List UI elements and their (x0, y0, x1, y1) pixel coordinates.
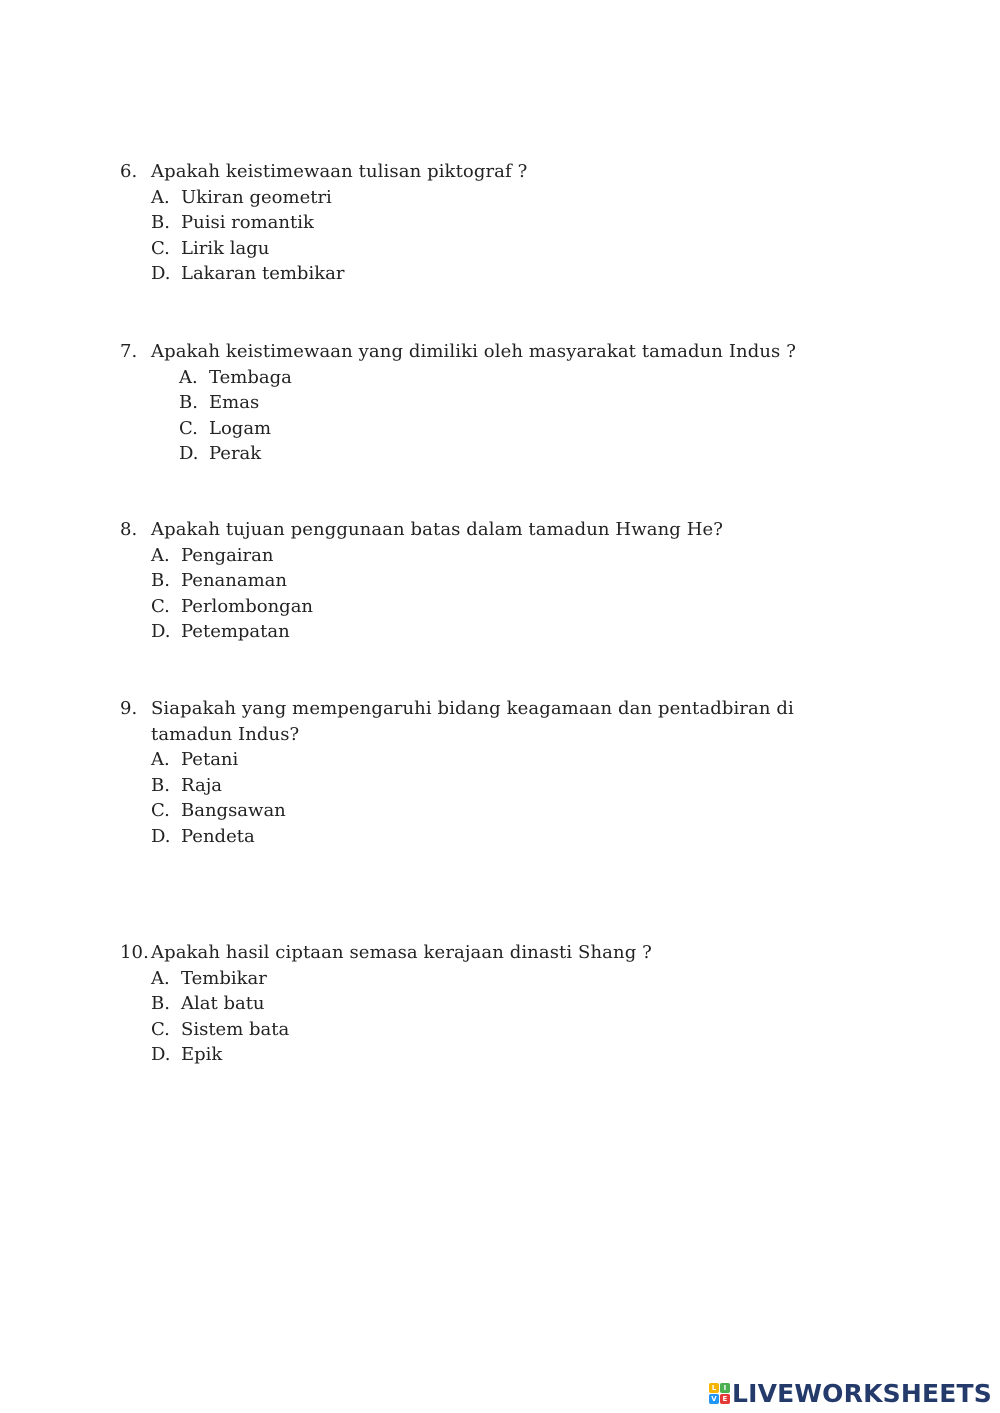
option-letter: A. (151, 186, 170, 208)
option-list (120, 365, 840, 467)
logo-cell-e: E (720, 1394, 730, 1404)
question-7 (120, 339, 840, 467)
option-letter: B. (179, 392, 198, 413)
option-c (120, 236, 840, 262)
option-text: Bangsawan (181, 800, 286, 821)
option-list (120, 185, 840, 287)
question-8 (120, 517, 840, 645)
option-text: Tembikar (181, 967, 267, 989)
option-letter: A. (179, 366, 198, 388)
option-letter: B. (151, 993, 170, 1014)
option-text: Lakaran tembikar (181, 263, 345, 284)
option-a (120, 543, 840, 569)
option-letter: A. (151, 544, 170, 566)
option-b (120, 773, 840, 799)
question-number: 10. (120, 942, 149, 963)
question-10 (120, 940, 840, 1068)
option-text: Lirik lagu (181, 237, 270, 259)
logo-cell-l: L (709, 1383, 719, 1393)
option-d (120, 1042, 840, 1068)
option-letter: A. (151, 749, 170, 770)
option-letter: D. (151, 263, 171, 284)
option-text: Puisi romantik (181, 212, 314, 233)
question-6 (120, 159, 840, 287)
option-list (120, 543, 840, 645)
option-letter: D. (151, 825, 171, 847)
question-9 (120, 696, 840, 849)
option-a (120, 966, 840, 992)
option-text: Penanaman (181, 570, 287, 591)
question-number: 9. (120, 698, 138, 719)
option-letter: B. (151, 570, 170, 591)
option-text: Epik (181, 1044, 223, 1065)
option-text: Pengairan (181, 544, 274, 566)
option-list (120, 747, 840, 849)
option-letter: A. (151, 967, 170, 989)
option-text: Raja (181, 774, 223, 796)
question-number: 7. (120, 341, 138, 362)
option-letter: D. (151, 1044, 171, 1065)
option-a (120, 365, 840, 391)
option-letter: C. (151, 800, 170, 821)
option-a (120, 747, 840, 773)
question-text: Apakah keistimewaan tulisan piktograf ? (151, 161, 528, 182)
option-b (120, 210, 840, 236)
logo-cell-i: I (720, 1383, 730, 1393)
option-text: Perak (209, 443, 262, 464)
logo-text: LIVEWORKSHEETS (731, 1378, 992, 1408)
option-text: Sistem bata (181, 1018, 290, 1040)
option-b (120, 991, 840, 1017)
option-letter: B. (151, 774, 170, 796)
logo-cell-v: V (709, 1394, 719, 1404)
option-letter: C. (151, 595, 170, 617)
option-text: Perlombongan (181, 595, 314, 617)
option-a (120, 185, 840, 211)
option-b (120, 568, 840, 594)
question-text: Apakah keistimewaan yang dimiliki oleh masyarakat tamadun Indus ? (151, 341, 796, 362)
question-text: Apakah tujuan penggunaan batas dalam tamadun Hwang He? (151, 519, 724, 540)
option-text: Tembaga (209, 366, 292, 388)
option-c (120, 416, 840, 442)
option-text: Petempatan (181, 621, 290, 642)
option-text: Ukiran geometri (181, 186, 332, 208)
option-letter: C. (179, 417, 198, 439)
question-text: Apakah hasil ciptaan semasa kerajaan dinasti Shang ? (151, 942, 652, 963)
option-text: Emas (209, 392, 260, 413)
option-letter: D. (151, 621, 171, 642)
option-c (120, 798, 840, 824)
option-text: Alat batu (181, 993, 265, 1014)
option-letter: C. (151, 237, 170, 259)
question-number: 8. (120, 519, 138, 540)
option-c (120, 594, 840, 620)
option-d (120, 441, 840, 467)
question-text: Siapakah yang mempengaruhi bidang keagamaan dan pentadbiran di tamadun Indus? (151, 698, 794, 745)
option-list (120, 966, 840, 1068)
option-letter: D. (179, 443, 199, 464)
option-c (120, 1017, 840, 1043)
option-text: Petani (181, 749, 239, 770)
option-text: Logam (209, 417, 272, 439)
option-d (120, 824, 840, 850)
option-letter: C. (151, 1018, 170, 1040)
option-text: Pendeta (181, 825, 255, 847)
option-d (120, 261, 840, 287)
question-number: 6. (120, 161, 138, 182)
liveworksheets-logo[interactable] (709, 1377, 992, 1409)
option-b (120, 390, 840, 416)
logo-icon (709, 1383, 730, 1404)
option-d (120, 619, 840, 645)
option-letter: B. (151, 212, 170, 233)
